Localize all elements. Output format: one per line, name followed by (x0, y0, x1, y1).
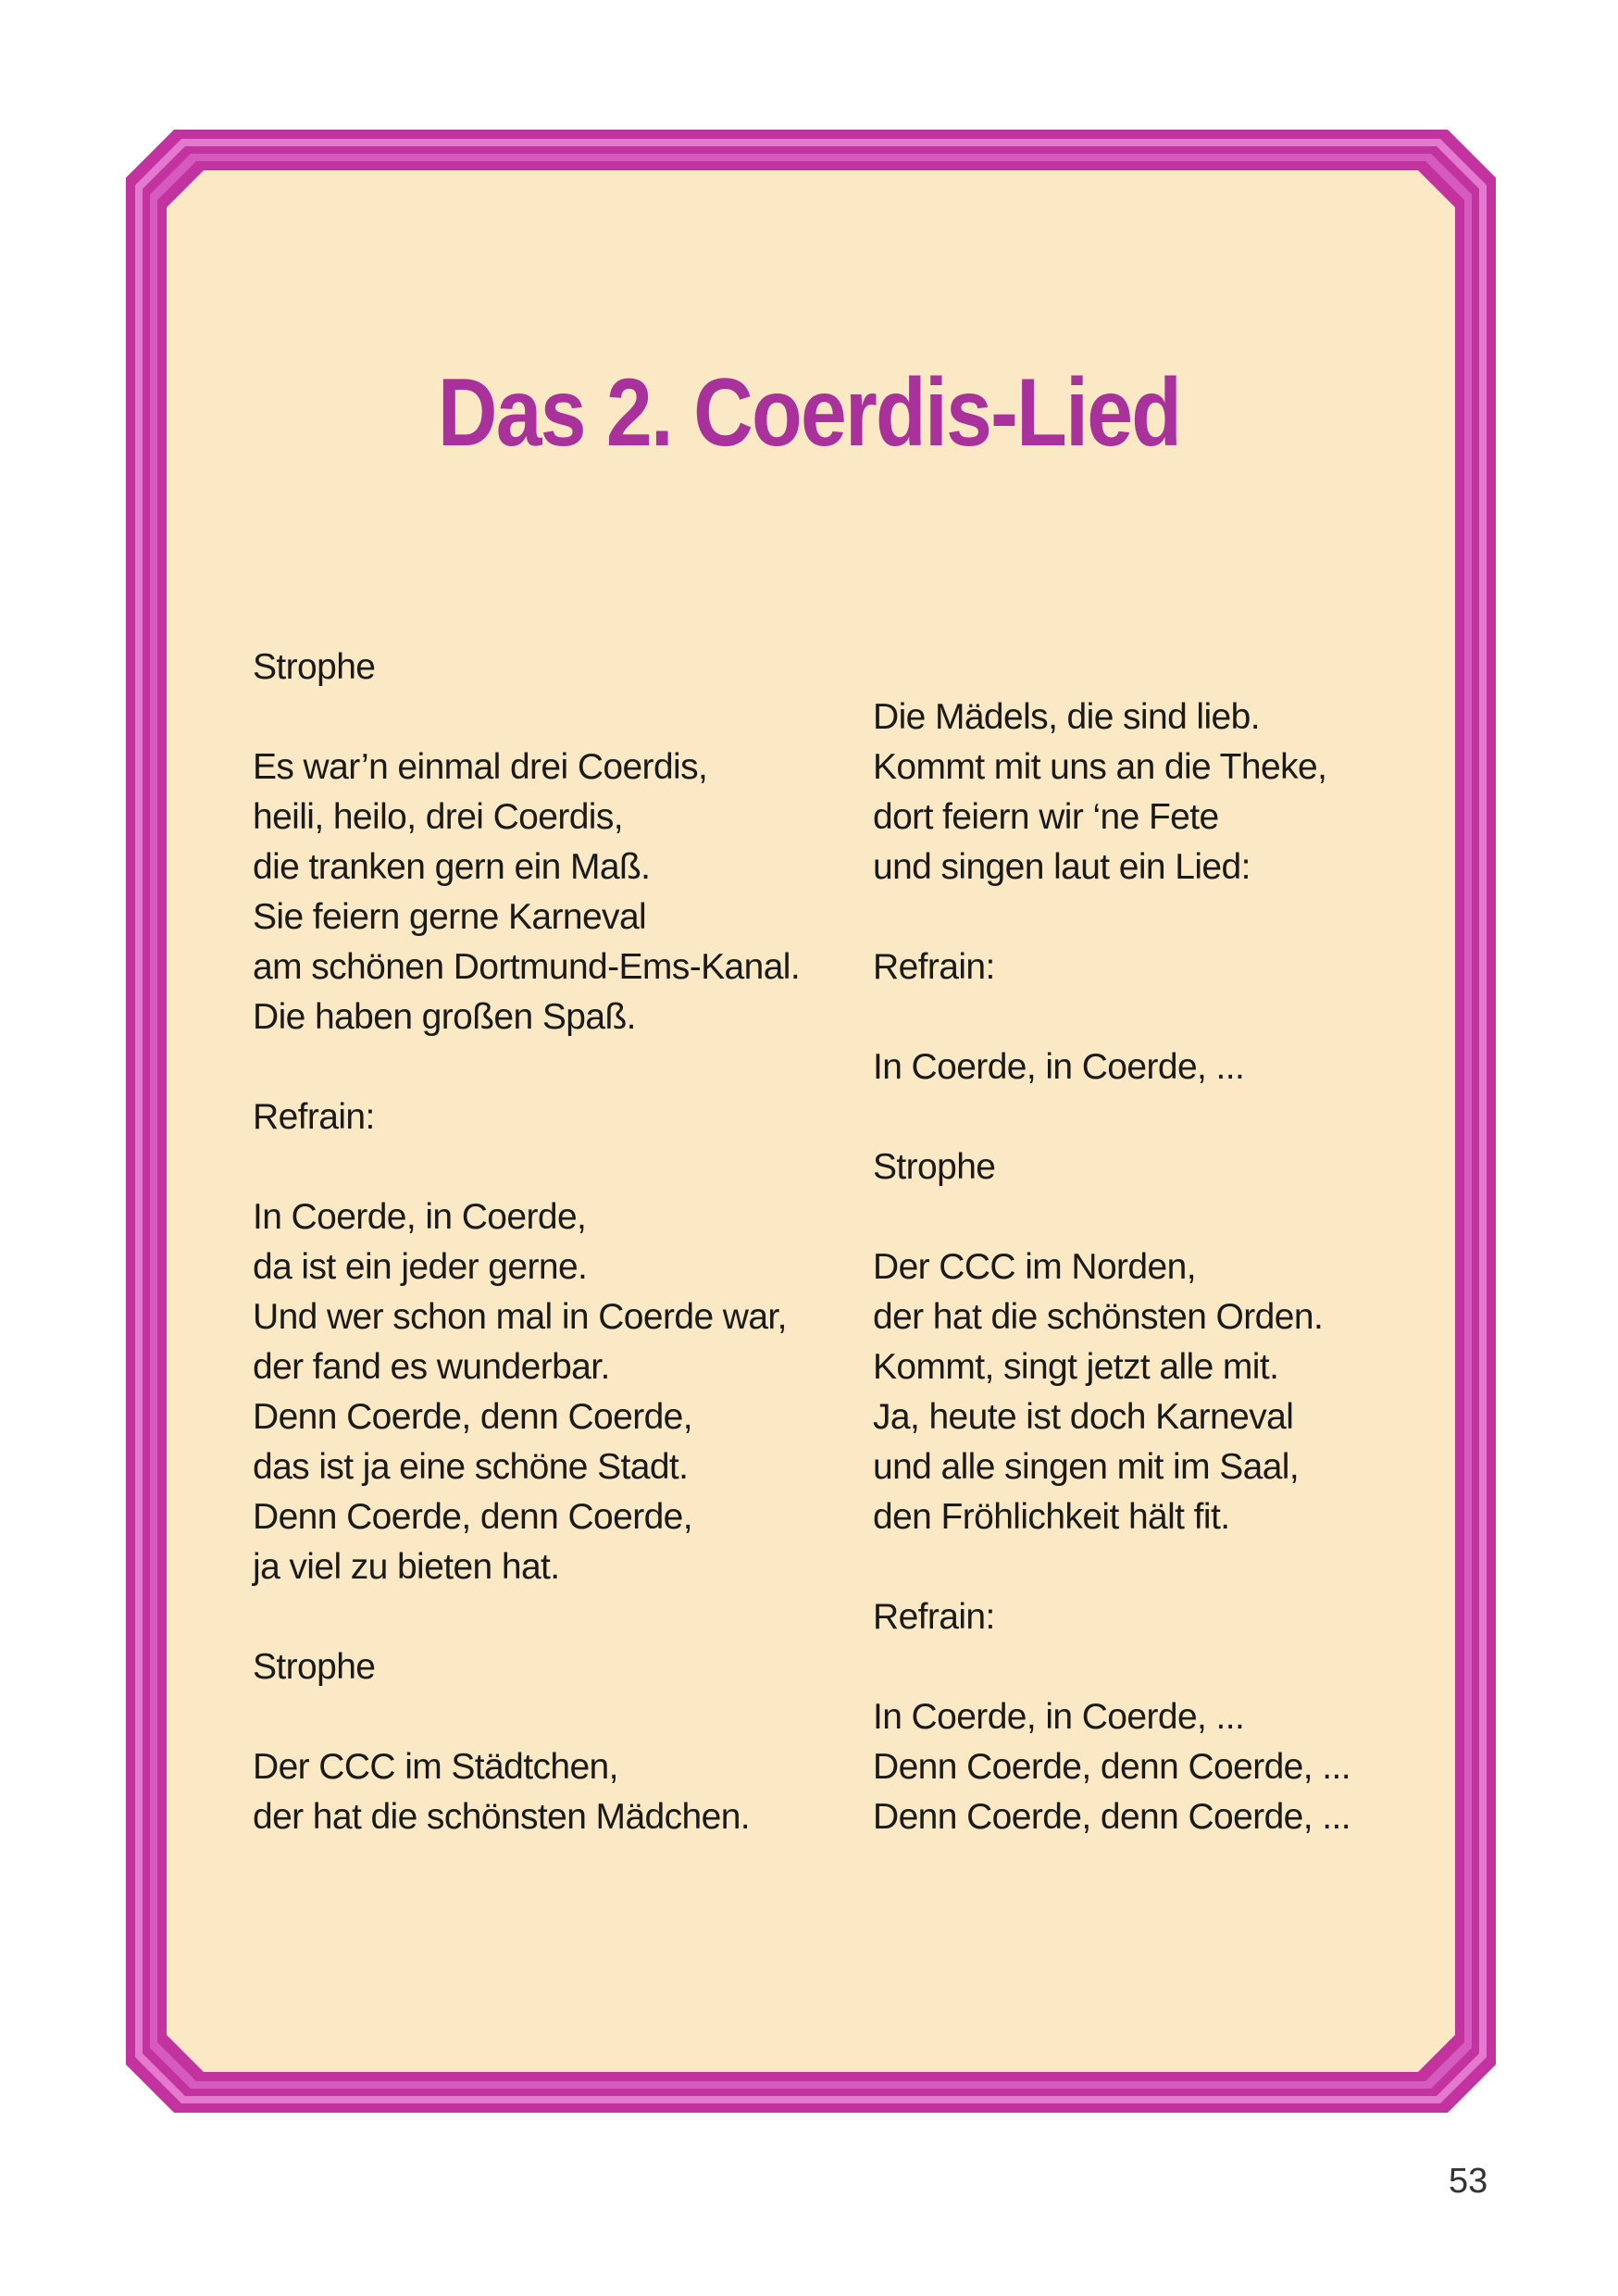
lyric-line: der hat die schönsten Mädchen. (253, 1797, 751, 1837)
lyric-line: Denn Coerde, denn Coerde, (253, 1497, 692, 1537)
lyric-line: In Coerde, in Coerde, (253, 1197, 587, 1237)
lyric-line: In Coerde, in Coerde, ... (873, 1697, 1245, 1737)
lyric-line: Kommt, singt jetzt alle mit. (873, 1347, 1279, 1387)
lyrics-block (873, 1592, 1391, 1642)
lyric-line: Refrain: (873, 947, 995, 987)
lyric-line: Der CCC im Städtchen, (253, 1747, 618, 1787)
lyrics-block (253, 1192, 845, 1592)
lyric-line: die tranken gern ein Maß. (253, 847, 651, 887)
lyrics-block (253, 1642, 845, 1692)
lyric-line: Denn Coerde, denn Coerde, (253, 1397, 692, 1437)
lyric-line: und alle singen mit im Saal, (873, 1447, 1300, 1487)
lyrics-block (873, 693, 1391, 892)
lyric-line: da ist ein jeder gerne. (253, 1247, 588, 1287)
lyric-line: der fand es wunderbar. (253, 1347, 610, 1387)
lyric-line: Denn Coerde, denn Coerde, ... (873, 1797, 1350, 1837)
lyrics-block (873, 942, 1391, 992)
lyric-line: Strophe (253, 647, 376, 687)
lyrics-block (253, 1092, 845, 1142)
lyric-line: Strophe (873, 1147, 996, 1187)
lyrics-block (253, 742, 845, 1042)
lyric-line: dort feiern wir ‘ne Fete (873, 797, 1219, 837)
lyric-line: den Fröhlichkeit hält fit. (873, 1497, 1230, 1537)
lyric-line: Der CCC im Norden, (873, 1247, 1196, 1287)
lyric-line: und singen laut ein Lied: (873, 847, 1251, 887)
lyric-line: Es war’n einmal drei Coerdis, (253, 747, 708, 787)
lyric-line: Und wer schon mal in Coerde war, (253, 1297, 787, 1337)
lyric-line: Strophe (253, 1647, 376, 1687)
lyric-line: Ja, heute ist doch Karneval (873, 1397, 1294, 1437)
lyric-line: ja viel zu bieten hat. (253, 1547, 560, 1587)
lyric-line: Kommt mit uns an die Theke, (873, 747, 1327, 787)
lyric-line: das ist ja eine schöne Stadt. (253, 1447, 689, 1487)
lyric-line: der hat die schönsten Orden. (873, 1297, 1324, 1337)
lyric-line: Denn Coerde, denn Coerde, ... (873, 1747, 1350, 1787)
lyric-line: am schönen Dortmund-Ems-Kanal. (253, 947, 801, 987)
lyrics-block (873, 1042, 1391, 1092)
lyric-line: In Coerde, in Coerde, ... (873, 1047, 1245, 1087)
lyrics-block (873, 1692, 1391, 1842)
lyrics-block (873, 1242, 1391, 1542)
lyric-line: heili, heilo, drei Coerdis, (253, 797, 624, 837)
lyrics-block (253, 643, 845, 693)
lyric-line: Refrain: (873, 1597, 995, 1637)
page-title: Das 2. Coerdis-Lied (437, 359, 1181, 467)
lyric-line: Refrain: (253, 1097, 375, 1137)
lyric-line: Sie feiern gerne Karneval (253, 897, 647, 937)
lyric-line: Die Mädels, die sind lieb. (873, 697, 1260, 737)
right-lyrics-column (873, 693, 1391, 1892)
lyrics-block (873, 1142, 1391, 1192)
left-lyrics-column (253, 643, 845, 1892)
page-number: 53 (1449, 2162, 1488, 2201)
lyric-line: Die haben großen Spaß. (253, 997, 636, 1037)
lyrics-block (253, 1742, 845, 1842)
